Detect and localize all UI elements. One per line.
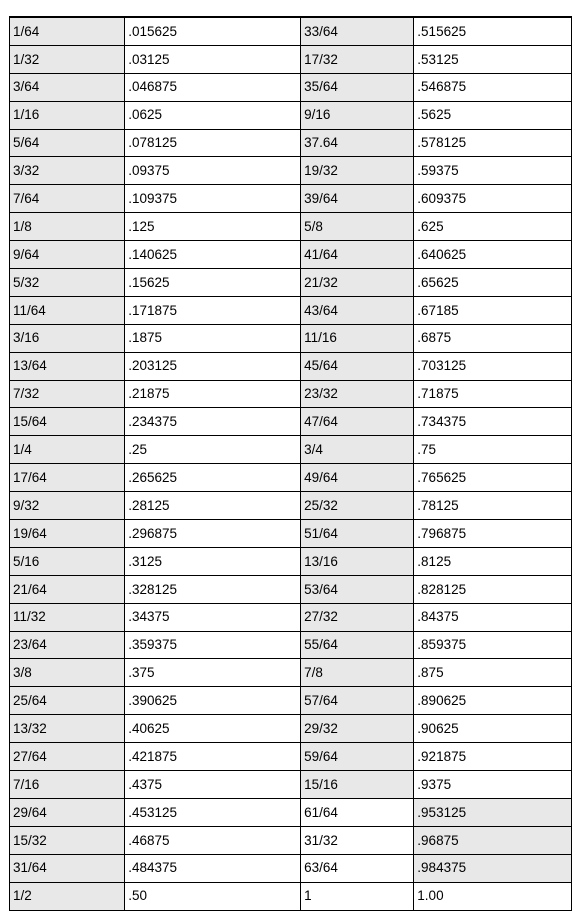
- right-fraction-cell: 7/8: [301, 659, 414, 687]
- left-decimal-cell: .40625: [125, 715, 301, 743]
- right-decimal-cell: .84375: [414, 603, 572, 631]
- left-decimal-cell: .015625: [125, 17, 301, 45]
- left-fraction-cell: 9/64: [10, 241, 125, 269]
- table-row: [10, 687, 572, 715]
- left-fraction-cell: 19/64: [10, 520, 125, 548]
- right-decimal-cell: .578125: [414, 129, 572, 157]
- right-decimal-cell: .640625: [414, 241, 572, 269]
- right-fraction-cell: 15/16: [301, 771, 414, 799]
- right-decimal-cell: .515625: [414, 17, 572, 45]
- right-decimal-cell: .609375: [414, 185, 572, 213]
- left-decimal-cell: .28125: [125, 492, 301, 520]
- right-decimal-cell: .9375: [414, 771, 572, 799]
- left-fraction-cell: 27/64: [10, 743, 125, 771]
- right-fraction-cell: 53/64: [301, 575, 414, 603]
- left-fraction-cell: 11/32: [10, 603, 125, 631]
- left-fraction-cell: 1/16: [10, 101, 125, 129]
- left-fraction-cell: 1/32: [10, 45, 125, 73]
- table-row: [10, 492, 572, 520]
- left-decimal-cell: .109375: [125, 185, 301, 213]
- left-decimal-cell: .046875: [125, 73, 301, 101]
- right-fraction-cell: 1: [301, 882, 414, 910]
- left-decimal-cell: .171875: [125, 296, 301, 324]
- right-fraction-cell: 47/64: [301, 408, 414, 436]
- left-decimal-cell: .09375: [125, 157, 301, 185]
- table-row: [10, 575, 572, 603]
- left-decimal-cell: .390625: [125, 687, 301, 715]
- table-body: [10, 17, 572, 910]
- right-decimal-cell: .828125: [414, 575, 572, 603]
- left-decimal-cell: .234375: [125, 408, 301, 436]
- left-decimal-cell: .0625: [125, 101, 301, 129]
- left-fraction-cell: 13/32: [10, 715, 125, 743]
- right-decimal-cell: .625: [414, 213, 572, 241]
- left-fraction-cell: 1/4: [10, 436, 125, 464]
- right-decimal-cell: .59375: [414, 157, 572, 185]
- right-decimal-cell: .703125: [414, 352, 572, 380]
- right-decimal-cell: .765625: [414, 464, 572, 492]
- left-fraction-cell: 5/16: [10, 547, 125, 575]
- left-fraction-cell: 7/32: [10, 380, 125, 408]
- right-decimal-cell: .75: [414, 436, 572, 464]
- right-fraction-cell: 29/32: [301, 715, 414, 743]
- left-fraction-cell: 11/64: [10, 296, 125, 324]
- right-decimal-cell: .5625: [414, 101, 572, 129]
- table-row: [10, 185, 572, 213]
- table-row: [10, 157, 572, 185]
- left-decimal-cell: .203125: [125, 352, 301, 380]
- right-decimal-cell: .78125: [414, 492, 572, 520]
- right-fraction-cell: 41/64: [301, 241, 414, 269]
- left-decimal-cell: .375: [125, 659, 301, 687]
- right-decimal-cell: .71875: [414, 380, 572, 408]
- left-fraction-cell: 7/16: [10, 771, 125, 799]
- left-decimal-cell: .15625: [125, 269, 301, 297]
- right-fraction-cell: 33/64: [301, 17, 414, 45]
- table-row: [10, 826, 572, 854]
- right-fraction-cell: 39/64: [301, 185, 414, 213]
- right-decimal-cell: .8125: [414, 547, 572, 575]
- right-fraction-cell: 45/64: [301, 352, 414, 380]
- table-row: [10, 854, 572, 882]
- right-fraction-cell: 31/32: [301, 826, 414, 854]
- left-fraction-cell: 3/32: [10, 157, 125, 185]
- right-fraction-cell: 5/8: [301, 213, 414, 241]
- table-row: [10, 520, 572, 548]
- right-fraction-cell: 43/64: [301, 296, 414, 324]
- right-decimal-cell: .875: [414, 659, 572, 687]
- table-row: [10, 380, 572, 408]
- table-row: [10, 241, 572, 269]
- left-fraction-cell: 29/64: [10, 798, 125, 826]
- table-row: [10, 352, 572, 380]
- left-fraction-cell: 9/32: [10, 492, 125, 520]
- right-decimal-cell: .984375: [414, 854, 572, 882]
- fraction-decimal-table: [9, 16, 572, 911]
- table-row: [10, 798, 572, 826]
- left-decimal-cell: .328125: [125, 575, 301, 603]
- right-fraction-cell: 3/4: [301, 436, 414, 464]
- table-row: [10, 213, 572, 241]
- right-decimal-cell: .65625: [414, 269, 572, 297]
- right-decimal-cell: .90625: [414, 715, 572, 743]
- right-fraction-cell: 27/32: [301, 603, 414, 631]
- left-fraction-cell: 15/64: [10, 408, 125, 436]
- right-fraction-cell: 19/32: [301, 157, 414, 185]
- right-fraction-cell: 59/64: [301, 743, 414, 771]
- left-decimal-cell: .3125: [125, 547, 301, 575]
- left-decimal-cell: .484375: [125, 854, 301, 882]
- table-row: [10, 715, 572, 743]
- right-decimal-cell: .53125: [414, 45, 572, 73]
- table-row: [10, 464, 572, 492]
- left-fraction-cell: 15/32: [10, 826, 125, 854]
- left-decimal-cell: .421875: [125, 743, 301, 771]
- right-decimal-cell: .96875: [414, 826, 572, 854]
- right-fraction-cell: 13/16: [301, 547, 414, 575]
- left-decimal-cell: .46875: [125, 826, 301, 854]
- right-fraction-cell: 51/64: [301, 520, 414, 548]
- right-fraction-cell: 23/32: [301, 380, 414, 408]
- right-decimal-cell: .546875: [414, 73, 572, 101]
- table-row: [10, 882, 572, 910]
- left-decimal-cell: .078125: [125, 129, 301, 157]
- left-decimal-cell: .265625: [125, 464, 301, 492]
- right-decimal-cell: .734375: [414, 408, 572, 436]
- right-decimal-cell: 1.00: [414, 882, 572, 910]
- right-fraction-cell: 55/64: [301, 631, 414, 659]
- right-fraction-cell: 17/32: [301, 45, 414, 73]
- left-fraction-cell: 1/64: [10, 17, 125, 45]
- right-decimal-cell: .953125: [414, 798, 572, 826]
- left-fraction-cell: 23/64: [10, 631, 125, 659]
- right-decimal-cell: .796875: [414, 520, 572, 548]
- left-decimal-cell: .140625: [125, 241, 301, 269]
- left-fraction-cell: 5/32: [10, 269, 125, 297]
- right-fraction-cell: 37.64: [301, 129, 414, 157]
- left-decimal-cell: .1875: [125, 324, 301, 352]
- left-fraction-cell: 31/64: [10, 854, 125, 882]
- right-fraction-cell: 11/16: [301, 324, 414, 352]
- left-fraction-cell: 7/64: [10, 185, 125, 213]
- right-decimal-cell: .67185: [414, 296, 572, 324]
- right-fraction-cell: 35/64: [301, 73, 414, 101]
- left-fraction-cell: 13/64: [10, 352, 125, 380]
- left-fraction-cell: 25/64: [10, 687, 125, 715]
- table-row: [10, 547, 572, 575]
- left-decimal-cell: .03125: [125, 45, 301, 73]
- table-row: [10, 771, 572, 799]
- right-fraction-cell: 63/64: [301, 854, 414, 882]
- left-fraction-cell: 3/64: [10, 73, 125, 101]
- table-row: [10, 324, 572, 352]
- right-fraction-cell: 9/16: [301, 101, 414, 129]
- left-fraction-cell: 17/64: [10, 464, 125, 492]
- right-decimal-cell: .921875: [414, 743, 572, 771]
- left-decimal-cell: .34375: [125, 603, 301, 631]
- left-fraction-cell: 1/8: [10, 213, 125, 241]
- right-fraction-cell: 61/64: [301, 798, 414, 826]
- table-row: [10, 436, 572, 464]
- left-decimal-cell: .359375: [125, 631, 301, 659]
- table-row: [10, 73, 572, 101]
- left-decimal-cell: .4375: [125, 771, 301, 799]
- table-row: [10, 17, 572, 45]
- table-row: [10, 129, 572, 157]
- table-row: [10, 659, 572, 687]
- table-row: [10, 603, 572, 631]
- left-decimal-cell: .21875: [125, 380, 301, 408]
- right-decimal-cell: .6875: [414, 324, 572, 352]
- right-fraction-cell: 25/32: [301, 492, 414, 520]
- table-row: [10, 101, 572, 129]
- table-row: [10, 269, 572, 297]
- left-decimal-cell: .453125: [125, 798, 301, 826]
- right-fraction-cell: 21/32: [301, 269, 414, 297]
- left-fraction-cell: 3/16: [10, 324, 125, 352]
- right-fraction-cell: 49/64: [301, 464, 414, 492]
- table-row: [10, 408, 572, 436]
- table-row: [10, 45, 572, 73]
- left-fraction-cell: 1/2: [10, 882, 125, 910]
- right-fraction-cell: 57/64: [301, 687, 414, 715]
- left-decimal-cell: .296875: [125, 520, 301, 548]
- left-fraction-cell: 3/8: [10, 659, 125, 687]
- right-decimal-cell: .890625: [414, 687, 572, 715]
- table-row: [10, 296, 572, 324]
- left-fraction-cell: 5/64: [10, 129, 125, 157]
- table-row: [10, 743, 572, 771]
- left-decimal-cell: .25: [125, 436, 301, 464]
- left-decimal-cell: .125: [125, 213, 301, 241]
- table-row: [10, 631, 572, 659]
- left-fraction-cell: 21/64: [10, 575, 125, 603]
- left-decimal-cell: .50: [125, 882, 301, 910]
- right-decimal-cell: .859375: [414, 631, 572, 659]
